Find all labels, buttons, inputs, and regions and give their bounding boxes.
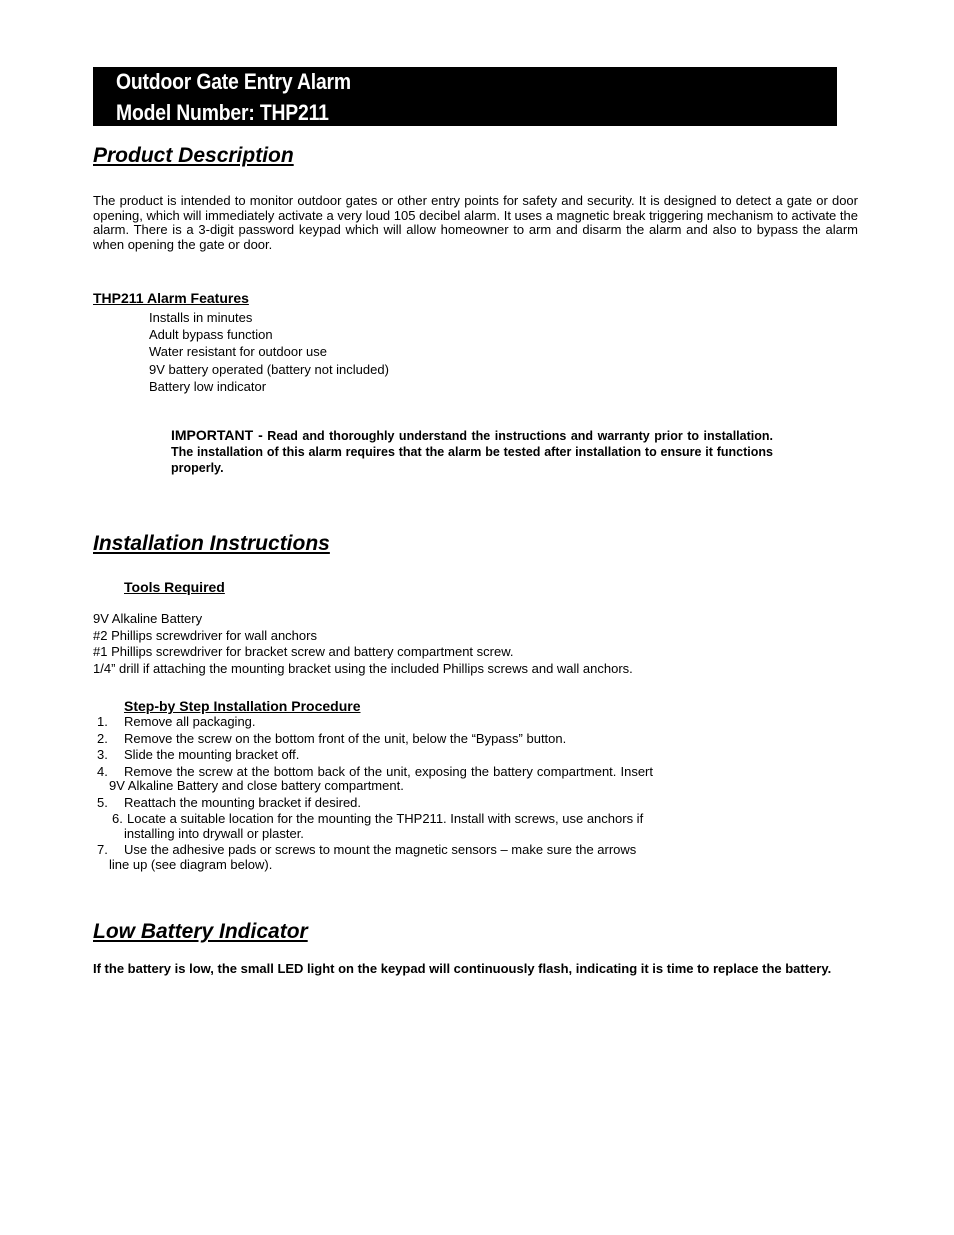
tools-heading: Tools Required xyxy=(124,579,225,595)
step-text: Remove the screw on the bottom front of the unit, below the “Bypass” button. xyxy=(124,730,567,746)
product-title: Outdoor Gate Entry Alarm xyxy=(116,69,351,94)
title-banner xyxy=(93,67,837,126)
step-number: 5. xyxy=(97,794,108,810)
step-item xyxy=(93,843,653,872)
important-text: Read and thoroughly understand the instructions and warranty prior to installation. The installation of this alarm requires that the alarm be tested after installation to ensure it functions properly. xyxy=(171,429,773,475)
step-item xyxy=(93,796,653,811)
step-number: 1. xyxy=(97,714,108,729)
tools-list xyxy=(93,611,633,678)
step-number: 7. xyxy=(97,842,108,857)
step-text: Remove all packaging. xyxy=(124,714,256,729)
step-text: Remove the screw at the bottom back of the unit, exposing the battery compartment. Insert 9V Alkaline Battery and close battery compartment. xyxy=(109,763,653,793)
product-description-heading: Product Description xyxy=(93,144,294,167)
step-number: 6. xyxy=(112,811,123,826)
feature-item: Water resistant for outdoor use xyxy=(149,344,327,360)
feature-item: Installs in minutes xyxy=(149,310,253,325)
feature-item: Adult bypass function xyxy=(149,327,273,343)
installation-heading: Installation Instructions xyxy=(93,532,330,555)
tool-item: 1/4” drill if attaching the mounting bracket using the included Phillips screws and wall anchors. xyxy=(93,661,633,677)
low-battery-text: If the battery is low, the small LED light on the keypad will continuously flash, indicating it is time to replace the battery. xyxy=(93,961,832,976)
step-text: Locate a suitable location for the mounting the THP211. Install with screws, use anchors if installing into drywall or plaster. xyxy=(124,811,644,841)
step-text: Slide the mounting bracket off. xyxy=(124,747,300,762)
tool-item: 9V Alkaline Battery xyxy=(93,611,203,626)
product-description-text: The product is intended to monitor outdoor gates or other entry points for safety and security. It is designed to detect a gate or door opening, which will immediately activate a very loud 105 decibel alarm. It uses a magnetic break triggering mechanism to activate the alarm. There is a 3-digit password keypad which will allow homeowner to arm and disarm the alarm and also to bypass the alarm when opening the gate or door. xyxy=(93,193,858,252)
feature-item: 9V battery operated (battery not included) xyxy=(149,361,389,377)
step-number: 4. xyxy=(97,763,108,779)
tool-item: #1 Phillips screwdriver for bracket screw and battery compartment screw. xyxy=(93,644,514,660)
features-list xyxy=(149,309,389,395)
step-item xyxy=(93,715,653,730)
features-heading: THP211 Alarm Features xyxy=(93,290,249,306)
feature-item: Battery low indicator xyxy=(149,378,267,394)
model-number: Model Number: THP211 xyxy=(116,100,329,125)
installation-steps xyxy=(93,715,653,872)
step-item xyxy=(93,812,653,841)
tool-item: #2 Phillips screwdriver for wall anchors xyxy=(93,627,317,643)
step-item xyxy=(93,748,653,763)
step-item xyxy=(93,765,653,794)
important-label: IMPORTANT - xyxy=(171,427,263,443)
important-notice xyxy=(171,427,773,476)
low-battery-heading: Low Battery Indicator xyxy=(93,920,308,943)
procedure-heading: Step-by Step Installation Procedure xyxy=(124,698,361,714)
step-item xyxy=(93,732,653,747)
step-number: 2. xyxy=(97,730,108,746)
step-text: Use the adhesive pads or screws to mount the magnetic sensors – make sure the arrows line up (see diagram below). xyxy=(109,842,637,872)
step-text: Reattach the mounting bracket if desired. xyxy=(124,794,362,810)
step-number: 3. xyxy=(97,747,108,762)
